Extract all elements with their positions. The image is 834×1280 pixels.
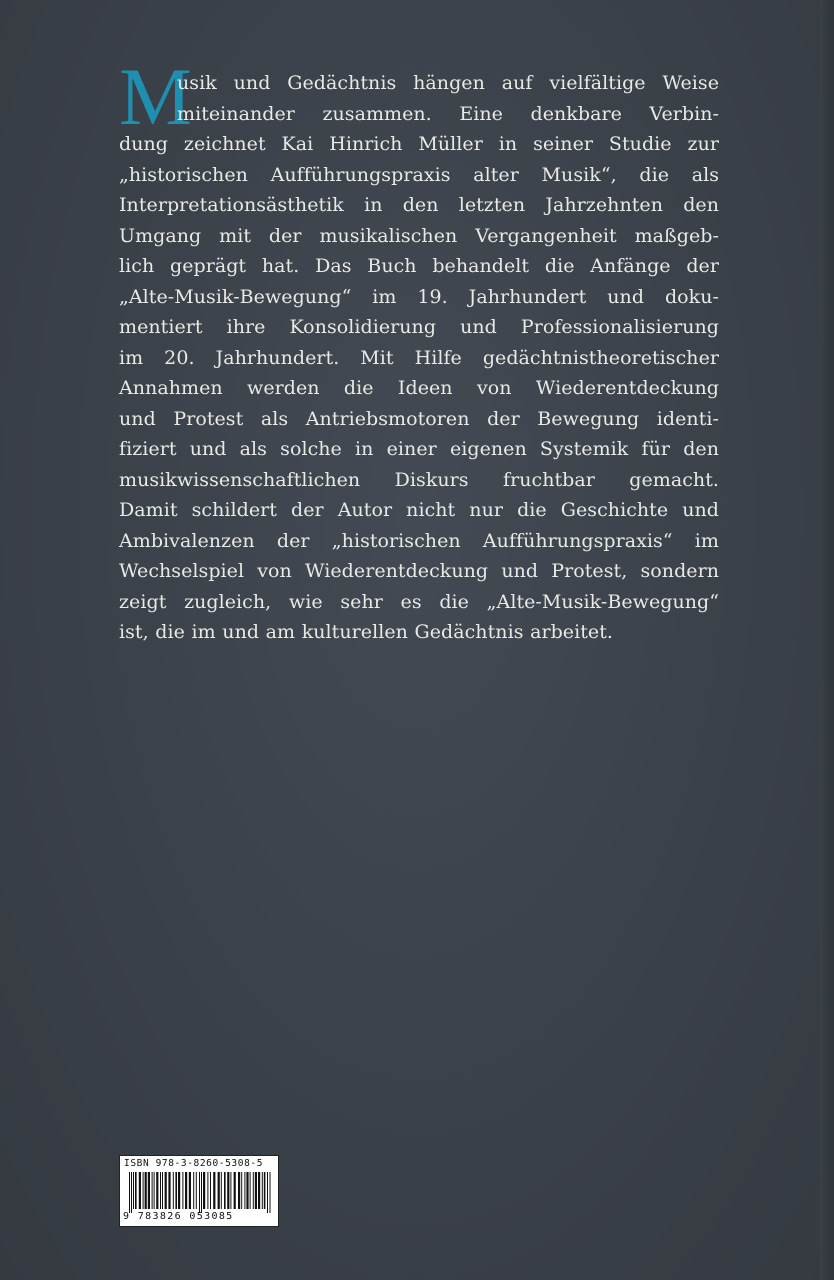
barcode-bar bbox=[129, 1172, 130, 1213]
barcode-bar bbox=[227, 1172, 229, 1209]
barcode-bar bbox=[213, 1172, 215, 1209]
barcode-bar bbox=[160, 1172, 161, 1209]
blurb-line: „Alte-Musik-Bewegung“ im 19. Jahrhundert und doku- bbox=[119, 285, 719, 308]
barcode-bar bbox=[255, 1172, 257, 1209]
blurb-line: miteinander zusammen. Eine denkbare Verbin- bbox=[177, 102, 719, 125]
barcode-bar bbox=[189, 1172, 191, 1209]
barcode-bar bbox=[250, 1172, 251, 1209]
blurb-line: zeigt zugleich, wie sehr es die „Alte-Musik-Bewegung“ bbox=[119, 590, 719, 613]
barcode-bar bbox=[196, 1172, 197, 1209]
blurb-line: Wechselspiel von Wiederentdeckung und Protest, sondern bbox=[119, 560, 719, 582]
barcode-bar bbox=[154, 1172, 155, 1209]
barcode-bar bbox=[193, 1172, 194, 1209]
barcode-bar bbox=[182, 1172, 183, 1209]
blurb-line: fiziert und als solche in einer eigenen Systemik für den bbox=[119, 438, 719, 460]
blurb-line: usik und Gedächtnis hängen auf vielfältige Weise bbox=[177, 72, 719, 94]
barcode-bar bbox=[143, 1172, 144, 1209]
blurb-line: lich geprägt hat. Das Buch behandelt die Anfänge der bbox=[119, 255, 719, 277]
barcode-bar bbox=[253, 1172, 254, 1209]
barcode-bar bbox=[270, 1172, 271, 1213]
blurb-line: ist, die im und am kulturellen Gedächtnis arbeitet. bbox=[119, 621, 613, 643]
barcode-bar bbox=[203, 1172, 205, 1209]
barcode-bar bbox=[218, 1172, 220, 1209]
barcode-bar bbox=[210, 1172, 211, 1209]
barcode-bar bbox=[224, 1172, 226, 1209]
barcode-bar bbox=[131, 1172, 132, 1213]
barcode-bar bbox=[234, 1172, 236, 1209]
barcode-bar bbox=[258, 1172, 260, 1209]
ean-digits: 9 783826 053085 bbox=[123, 1211, 234, 1222]
barcode-bar bbox=[156, 1172, 158, 1209]
isbn-label: ISBN 978-3-8260-5308-5 bbox=[124, 1158, 264, 1169]
barcode-bar bbox=[246, 1172, 248, 1209]
barcode-bar bbox=[262, 1172, 263, 1209]
barcode-bar bbox=[162, 1172, 163, 1209]
barcode-bar bbox=[168, 1172, 170, 1209]
barcode-bar bbox=[178, 1172, 180, 1209]
barcode-bar bbox=[165, 1172, 167, 1209]
barcode-bar bbox=[199, 1172, 200, 1213]
blurb-line: im 20. Jahrhundert. Mit Hilfe gedächtnistheoretischer bbox=[119, 346, 719, 369]
blurb-line: Annahmen werden die Ideen von Wiederentdeckung bbox=[119, 377, 719, 399]
blurb-line: Interpretationsästhetik in den letzten Jahrzehnten den bbox=[119, 194, 719, 216]
isbn-barcode bbox=[119, 1155, 279, 1227]
barcode-bar bbox=[152, 1172, 153, 1209]
barcode-bar bbox=[139, 1172, 141, 1209]
barcode-bar bbox=[148, 1172, 150, 1209]
blurb-line: musikwissenschaftlichen Diskurs fruchtbar gemacht. bbox=[119, 468, 719, 491]
barcode-bar bbox=[135, 1172, 137, 1209]
barcode-bar bbox=[201, 1172, 202, 1213]
blurb-text bbox=[119, 68, 719, 648]
barcode-bar bbox=[133, 1172, 134, 1209]
blurb-line: dung zeichnet Kai Hinrich Müller in seiner Studie zur bbox=[119, 133, 719, 155]
blurb-line: und Protest als Antriebsmotoren der Bewegung identi- bbox=[119, 407, 719, 430]
barcode-bar bbox=[207, 1172, 208, 1209]
barcode-bar bbox=[230, 1172, 231, 1209]
barcode-bar bbox=[264, 1172, 266, 1209]
barcode-bar bbox=[221, 1172, 222, 1209]
barcode-bar bbox=[145, 1172, 147, 1209]
blurb-line: Ambivalenzen der „historischen Aufführungspraxis“ im bbox=[119, 529, 719, 552]
barcode-bar bbox=[241, 1172, 242, 1209]
blurb-line: „historischen Aufführungspraxis alter Musik“, die als bbox=[119, 163, 719, 186]
barcode-bar bbox=[185, 1172, 187, 1209]
barcode-bars bbox=[129, 1172, 271, 1213]
blurb-line: Umgang mit der musikalischen Vergangenheit maßgeb- bbox=[119, 224, 719, 247]
barcode-bar bbox=[175, 1172, 177, 1209]
barcode-bar bbox=[238, 1172, 240, 1209]
blurb-line: Damit schildert der Autor nicht nur die Geschichte und bbox=[119, 499, 719, 521]
barcode-bar bbox=[267, 1172, 268, 1213]
spine-edge bbox=[820, 0, 834, 1280]
barcode-bar bbox=[173, 1172, 174, 1209]
barcode-bar bbox=[244, 1172, 245, 1209]
drop-cap: M bbox=[119, 51, 192, 142]
blurb-line: mentiert ihre Konsolidierung und Professionalisierung bbox=[119, 316, 719, 338]
